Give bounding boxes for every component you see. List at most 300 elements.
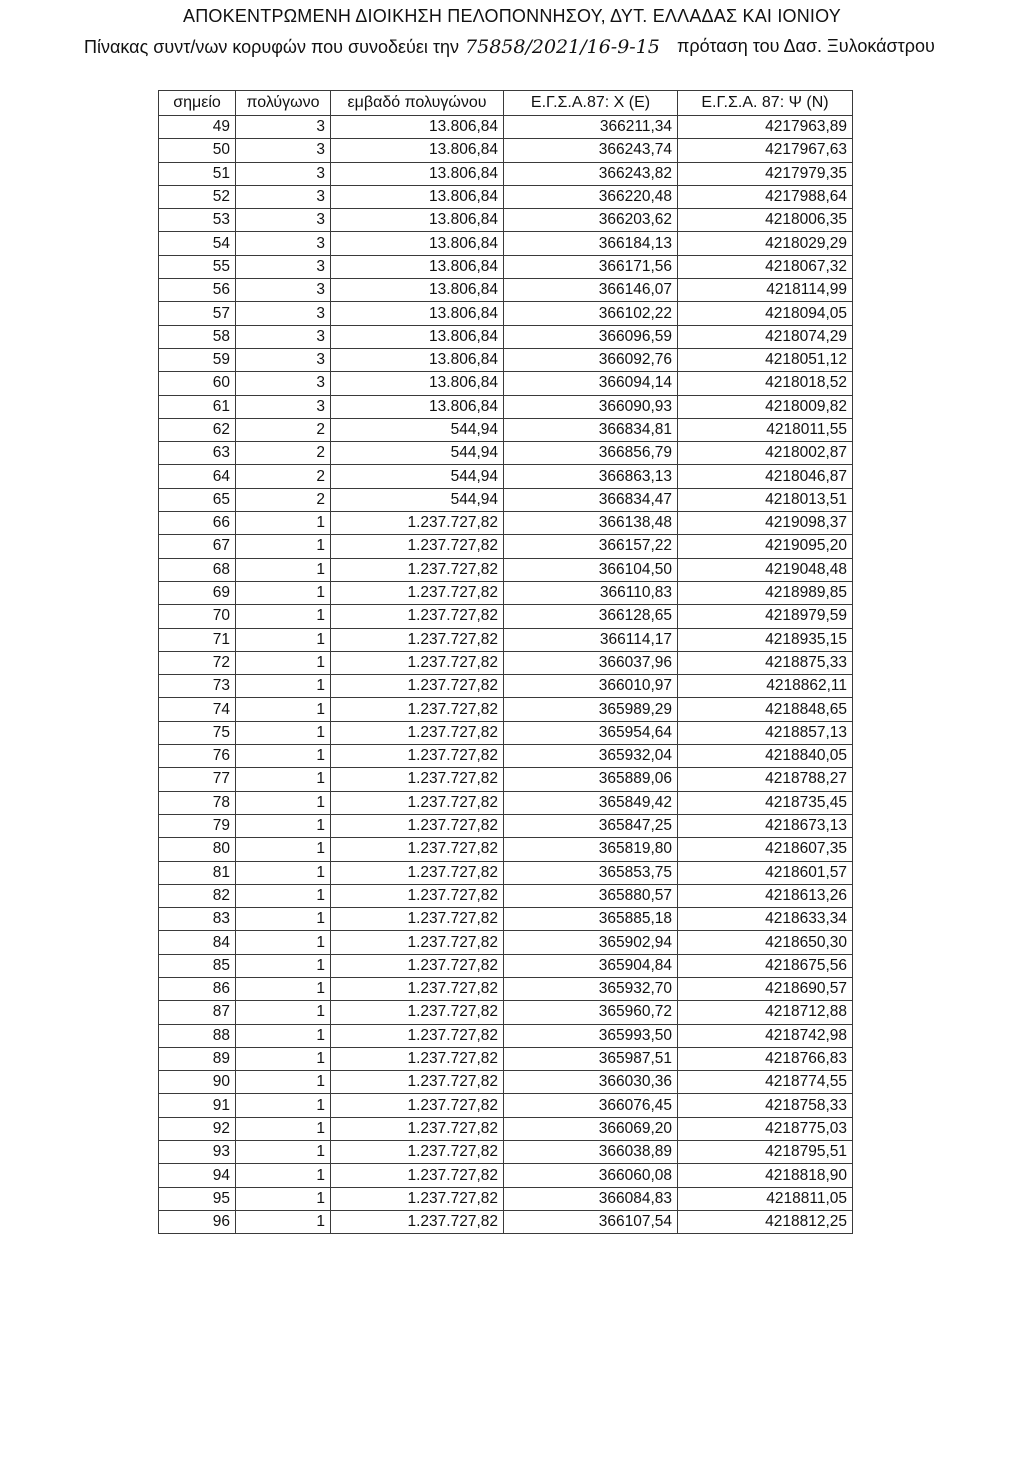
cell-y: 4218758,33: [678, 1094, 853, 1117]
cell-x: 366834,47: [504, 488, 678, 511]
cell-x: 366037,96: [504, 651, 678, 674]
table-row: [159, 209, 853, 232]
handwritten-reference: 75858/2021/16-9-15: [465, 36, 660, 58]
table-row: [159, 628, 853, 651]
cell-point: 58: [159, 325, 236, 348]
table-row: [159, 651, 853, 674]
cell-y: 4218735,45: [678, 791, 853, 814]
cell-point: 93: [159, 1141, 236, 1164]
cell-x: 366060,08: [504, 1164, 678, 1187]
cell-y: 4219095,20: [678, 535, 853, 558]
cell-area: 544,94: [331, 465, 504, 488]
cell-y: 4218774,55: [678, 1071, 853, 1094]
cell-polygon: 1: [236, 605, 331, 628]
cell-y: 4218607,35: [678, 838, 853, 861]
cell-y: 4218935,15: [678, 628, 853, 651]
cell-point: 94: [159, 1164, 236, 1187]
cell-area: 1.237.727,82: [331, 1210, 504, 1233]
cell-point: 95: [159, 1187, 236, 1210]
cell-x: 366243,74: [504, 139, 678, 162]
table-row: [159, 1187, 853, 1210]
cell-y: 4218011,55: [678, 418, 853, 441]
table-body: [159, 116, 853, 1234]
cell-polygon: 1: [236, 581, 331, 604]
cell-y: 4217988,64: [678, 185, 853, 208]
cell-point: 69: [159, 581, 236, 604]
cell-polygon: 3: [236, 232, 331, 255]
cell-point: 49: [159, 116, 236, 139]
cell-x: 366090,93: [504, 395, 678, 418]
table-row: [159, 908, 853, 931]
cell-point: 53: [159, 209, 236, 232]
cell-polygon: 3: [236, 395, 331, 418]
cell-area: 1.237.727,82: [331, 838, 504, 861]
cell-area: 1.237.727,82: [331, 1047, 504, 1070]
cell-polygon: 1: [236, 814, 331, 837]
cell-polygon: 1: [236, 1141, 331, 1164]
cell-y: 4218812,25: [678, 1210, 853, 1233]
subtitle-left: [84, 36, 660, 58]
table-row: [159, 442, 853, 465]
cell-area: 13.806,84: [331, 139, 504, 162]
cell-y: 4218018,52: [678, 372, 853, 395]
cell-point: 60: [159, 372, 236, 395]
table-row: [159, 605, 853, 628]
cell-y: 4218067,32: [678, 255, 853, 278]
cell-area: 1.237.727,82: [331, 931, 504, 954]
table-row: [159, 279, 853, 302]
cell-polygon: 3: [236, 255, 331, 278]
cell-y: 4218989,85: [678, 581, 853, 604]
cell-point: 67: [159, 535, 236, 558]
cell-area: 13.806,84: [331, 302, 504, 325]
cell-area: 13.806,84: [331, 185, 504, 208]
cell-polygon: 2: [236, 442, 331, 465]
cell-y: 4218979,59: [678, 605, 853, 628]
cell-x: 366102,22: [504, 302, 678, 325]
cell-y: 4218690,57: [678, 977, 853, 1000]
table-row: [159, 465, 853, 488]
cell-y: 4218788,27: [678, 768, 853, 791]
cell-point: 52: [159, 185, 236, 208]
column-header-polygon: πολύγωνο: [236, 91, 331, 116]
table-row: [159, 861, 853, 884]
cell-y: 4218875,33: [678, 651, 853, 674]
cell-polygon: 3: [236, 209, 331, 232]
cell-y: 4218633,34: [678, 908, 853, 931]
cell-x: 365993,50: [504, 1024, 678, 1047]
cell-point: 84: [159, 931, 236, 954]
cell-point: 90: [159, 1071, 236, 1094]
table-row: [159, 116, 853, 139]
cell-polygon: 1: [236, 838, 331, 861]
cell-x: 365889,06: [504, 768, 678, 791]
cell-y: 4218840,05: [678, 745, 853, 768]
cell-point: 81: [159, 861, 236, 884]
cell-polygon: 3: [236, 185, 331, 208]
cell-y: 4218862,11: [678, 675, 853, 698]
cell-y: 4218811,05: [678, 1187, 853, 1210]
cell-point: 57: [159, 302, 236, 325]
cell-point: 72: [159, 651, 236, 674]
cell-area: 13.806,84: [331, 209, 504, 232]
cell-x: 366211,34: [504, 116, 678, 139]
cell-polygon: 3: [236, 116, 331, 139]
cell-point: 74: [159, 698, 236, 721]
cell-area: 1.237.727,82: [331, 1141, 504, 1164]
cell-point: 82: [159, 884, 236, 907]
cell-y: 4219098,37: [678, 512, 853, 535]
cell-polygon: 1: [236, 1117, 331, 1140]
cell-area: 1.237.727,82: [331, 535, 504, 558]
cell-point: 56: [159, 279, 236, 302]
cell-x: 366138,48: [504, 512, 678, 535]
cell-point: 61: [159, 395, 236, 418]
cell-polygon: 1: [236, 651, 331, 674]
cell-point: 71: [159, 628, 236, 651]
cell-area: 544,94: [331, 418, 504, 441]
cell-y: 4217963,89: [678, 116, 853, 139]
cell-y: 4218742,98: [678, 1024, 853, 1047]
table-row: [159, 139, 853, 162]
table-row: [159, 488, 853, 511]
table-row: [159, 418, 853, 441]
cell-polygon: 3: [236, 279, 331, 302]
cell-polygon: 1: [236, 745, 331, 768]
cell-x: 366094,14: [504, 372, 678, 395]
cell-point: 78: [159, 791, 236, 814]
table-row: [159, 721, 853, 744]
table-header-row: [159, 91, 853, 116]
cell-area: 1.237.727,82: [331, 908, 504, 931]
cell-point: 80: [159, 838, 236, 861]
table-row: [159, 348, 853, 371]
cell-polygon: 1: [236, 791, 331, 814]
cell-polygon: 3: [236, 348, 331, 371]
table-row: [159, 581, 853, 604]
subtitle-left-text: Πίνακας συντ/νων κορυφών που συνοδεύει την: [84, 37, 460, 57]
cell-x: 366076,45: [504, 1094, 678, 1117]
table-row: [159, 185, 853, 208]
cell-y: 4218046,87: [678, 465, 853, 488]
cell-x: 365987,51: [504, 1047, 678, 1070]
cell-y: 4218766,83: [678, 1047, 853, 1070]
cell-x: 366171,56: [504, 255, 678, 278]
cell-y: 4218002,87: [678, 442, 853, 465]
table-row: [159, 1117, 853, 1140]
cell-x: 366184,13: [504, 232, 678, 255]
cell-point: 77: [159, 768, 236, 791]
cell-polygon: 2: [236, 465, 331, 488]
cell-area: 1.237.727,82: [331, 791, 504, 814]
cell-area: 1.237.727,82: [331, 768, 504, 791]
cell-area: 1.237.727,82: [331, 698, 504, 721]
cell-x: 366096,59: [504, 325, 678, 348]
cell-x: 366863,13: [504, 465, 678, 488]
cell-area: 1.237.727,82: [331, 605, 504, 628]
cell-y: 4219048,48: [678, 558, 853, 581]
cell-point: 89: [159, 1047, 236, 1070]
cell-area: 1.237.727,82: [331, 954, 504, 977]
table-row: [159, 931, 853, 954]
cell-polygon: 1: [236, 1187, 331, 1210]
cell-point: 55: [159, 255, 236, 278]
cell-x: 365902,94: [504, 931, 678, 954]
table-row: [159, 1210, 853, 1233]
cell-point: 59: [159, 348, 236, 371]
cell-area: 13.806,84: [331, 255, 504, 278]
cell-area: 1.237.727,82: [331, 1187, 504, 1210]
table-row: [159, 1071, 853, 1094]
cell-area: 544,94: [331, 442, 504, 465]
cell-x: 366069,20: [504, 1117, 678, 1140]
cell-area: 1.237.727,82: [331, 1071, 504, 1094]
cell-area: 1.237.727,82: [331, 861, 504, 884]
cell-point: 85: [159, 954, 236, 977]
cell-x: 365989,29: [504, 698, 678, 721]
cell-x: 366110,83: [504, 581, 678, 604]
cell-polygon: 3: [236, 325, 331, 348]
table-row: [159, 232, 853, 255]
cell-y: 4218712,88: [678, 1001, 853, 1024]
cell-area: 13.806,84: [331, 395, 504, 418]
cell-area: 1.237.727,82: [331, 675, 504, 698]
cell-x: 366856,79: [504, 442, 678, 465]
cell-point: 65: [159, 488, 236, 511]
cell-x: 366146,07: [504, 279, 678, 302]
cell-area: 544,94: [331, 488, 504, 511]
cell-polygon: 1: [236, 698, 331, 721]
cell-x: 365847,25: [504, 814, 678, 837]
cell-polygon: 3: [236, 139, 331, 162]
cell-point: 70: [159, 605, 236, 628]
cell-x: 366834,81: [504, 418, 678, 441]
cell-area: 1.237.727,82: [331, 581, 504, 604]
cell-x: 365904,84: [504, 954, 678, 977]
column-header-point: σημείο: [159, 91, 236, 116]
table-row: [159, 791, 853, 814]
cell-y: 4218857,13: [678, 721, 853, 744]
cell-y: 4218013,51: [678, 488, 853, 511]
cell-area: 1.237.727,82: [331, 1024, 504, 1047]
table-row: [159, 954, 853, 977]
cell-polygon: 2: [236, 418, 331, 441]
cell-area: 1.237.727,82: [331, 745, 504, 768]
cell-point: 75: [159, 721, 236, 744]
table-row: [159, 675, 853, 698]
cell-area: 1.237.727,82: [331, 977, 504, 1000]
cell-x: 366220,48: [504, 185, 678, 208]
table-row: [159, 302, 853, 325]
cell-polygon: 1: [236, 1210, 331, 1233]
cell-point: 66: [159, 512, 236, 535]
table-row: [159, 372, 853, 395]
cell-x: 366128,65: [504, 605, 678, 628]
cell-area: 1.237.727,82: [331, 558, 504, 581]
table-row: [159, 1047, 853, 1070]
table-row: [159, 255, 853, 278]
table-row: [159, 162, 853, 185]
cell-x: 366243,82: [504, 162, 678, 185]
cell-y: 4218601,57: [678, 861, 853, 884]
table-row: [159, 838, 853, 861]
cell-area: 1.237.727,82: [331, 1094, 504, 1117]
cell-x: 366084,83: [504, 1187, 678, 1210]
cell-polygon: 1: [236, 908, 331, 931]
cell-x: 366107,54: [504, 1210, 678, 1233]
cell-x: 366030,36: [504, 1071, 678, 1094]
cell-x: 365849,42: [504, 791, 678, 814]
cell-point: 63: [159, 442, 236, 465]
cell-polygon: 2: [236, 488, 331, 511]
cell-area: 1.237.727,82: [331, 814, 504, 837]
cell-polygon: 1: [236, 1047, 331, 1070]
cell-polygon: 3: [236, 372, 331, 395]
cell-point: 79: [159, 814, 236, 837]
cell-point: 92: [159, 1117, 236, 1140]
cell-point: 54: [159, 232, 236, 255]
cell-x: 365954,64: [504, 721, 678, 744]
cell-y: 4218029,29: [678, 232, 853, 255]
cell-x: 366203,62: [504, 209, 678, 232]
cell-area: 1.237.727,82: [331, 1001, 504, 1024]
cell-x: 365932,70: [504, 977, 678, 1000]
cell-y: 4218094,05: [678, 302, 853, 325]
cell-area: 13.806,84: [331, 232, 504, 255]
table-row: [159, 745, 853, 768]
cell-x: 366010,97: [504, 675, 678, 698]
cell-area: 1.237.727,82: [331, 1164, 504, 1187]
cell-polygon: 1: [236, 931, 331, 954]
table-row: [159, 1141, 853, 1164]
cell-polygon: 1: [236, 1094, 331, 1117]
cell-y: 4218818,90: [678, 1164, 853, 1187]
cell-area: 1.237.727,82: [331, 1117, 504, 1140]
cell-area: 1.237.727,82: [331, 512, 504, 535]
table-row: [159, 1001, 853, 1024]
table-row: [159, 1024, 853, 1047]
cell-area: 13.806,84: [331, 162, 504, 185]
column-header-area: εμβαδό πολυγώνου: [331, 91, 504, 116]
cell-point: 64: [159, 465, 236, 488]
cell-x: 365853,75: [504, 861, 678, 884]
table-row: [159, 977, 853, 1000]
cell-x: 365885,18: [504, 908, 678, 931]
column-header-x: Ε.Γ.Σ.Α.87: Χ (Ε): [504, 91, 678, 116]
cell-x: 365932,04: [504, 745, 678, 768]
cell-polygon: 1: [236, 535, 331, 558]
cell-y: 4218074,29: [678, 325, 853, 348]
cell-x: 365880,57: [504, 884, 678, 907]
cell-point: 83: [159, 908, 236, 931]
cell-area: 1.237.727,82: [331, 628, 504, 651]
cell-x: 365819,80: [504, 838, 678, 861]
cell-point: 88: [159, 1024, 236, 1047]
table-row: [159, 535, 853, 558]
cell-polygon: 1: [236, 1164, 331, 1187]
cell-point: 50: [159, 139, 236, 162]
table-row: [159, 1094, 853, 1117]
cell-point: 68: [159, 558, 236, 581]
cell-y: 4218675,56: [678, 954, 853, 977]
cell-point: 96: [159, 1210, 236, 1233]
table-row: [159, 325, 853, 348]
cell-polygon: 1: [236, 1024, 331, 1047]
cell-polygon: 1: [236, 954, 331, 977]
document-title: ΑΠΟΚΕΝΤΡΩΜΕΝΗ ΔΙΟΙΚΗΣΗ ΠΕΛΟΠΟΝΝΗΣΟΥ, ΔΥΤ. ΕΛΛΑΔΑΣ ΚΑΙ ΙΟΝΙΟΥ: [183, 6, 841, 26]
table-row: [159, 558, 853, 581]
cell-point: 62: [159, 418, 236, 441]
cell-point: 73: [159, 675, 236, 698]
cell-polygon: 3: [236, 162, 331, 185]
cell-y: 4218775,03: [678, 1117, 853, 1140]
cell-y: 4218051,12: [678, 348, 853, 371]
cell-polygon: 1: [236, 512, 331, 535]
subtitle-right: πρόταση του Δασ. Ξυλοκάστρου: [677, 36, 935, 56]
cell-area: 1.237.727,82: [331, 721, 504, 744]
cell-area: 13.806,84: [331, 116, 504, 139]
cell-polygon: 3: [236, 302, 331, 325]
cell-y: 4217979,35: [678, 162, 853, 185]
cell-x: 366038,89: [504, 1141, 678, 1164]
table-row: [159, 814, 853, 837]
cell-y: 4218673,13: [678, 814, 853, 837]
cell-point: 51: [159, 162, 236, 185]
cell-y: 4218848,65: [678, 698, 853, 721]
cell-area: 13.806,84: [331, 325, 504, 348]
cell-x: 366104,50: [504, 558, 678, 581]
cell-area: 1.237.727,82: [331, 884, 504, 907]
cell-point: 87: [159, 1001, 236, 1024]
cell-y: 4218009,82: [678, 395, 853, 418]
cell-polygon: 1: [236, 1001, 331, 1024]
column-header-y: Ε.Γ.Σ.Α. 87: Ψ (Ν): [678, 91, 853, 116]
cell-polygon: 1: [236, 721, 331, 744]
cell-y: 4217967,63: [678, 139, 853, 162]
cell-area: 13.806,84: [331, 279, 504, 302]
cell-area: 13.806,84: [331, 372, 504, 395]
table-row: [159, 395, 853, 418]
cell-point: 76: [159, 745, 236, 768]
cell-y: 4218650,30: [678, 931, 853, 954]
cell-polygon: 1: [236, 861, 331, 884]
cell-y: 4218795,51: [678, 1141, 853, 1164]
table-row: [159, 698, 853, 721]
cell-polygon: 1: [236, 1071, 331, 1094]
cell-x: 366092,76: [504, 348, 678, 371]
cell-point: 91: [159, 1094, 236, 1117]
table-row: [159, 768, 853, 791]
cell-area: 13.806,84: [331, 348, 504, 371]
table-row: [159, 512, 853, 535]
cell-area: 1.237.727,82: [331, 651, 504, 674]
cell-polygon: 1: [236, 558, 331, 581]
cell-y: 4218613,26: [678, 884, 853, 907]
cell-x: 366114,17: [504, 628, 678, 651]
cell-polygon: 1: [236, 675, 331, 698]
table-row: [159, 884, 853, 907]
cell-y: 4218006,35: [678, 209, 853, 232]
cell-polygon: 1: [236, 768, 331, 791]
cell-y: 4218114,99: [678, 279, 853, 302]
cell-point: 86: [159, 977, 236, 1000]
cell-polygon: 1: [236, 977, 331, 1000]
cell-polygon: 1: [236, 884, 331, 907]
cell-x: 366157,22: [504, 535, 678, 558]
table-row: [159, 1164, 853, 1187]
coordinates-table: [158, 90, 853, 1234]
cell-polygon: 1: [236, 628, 331, 651]
